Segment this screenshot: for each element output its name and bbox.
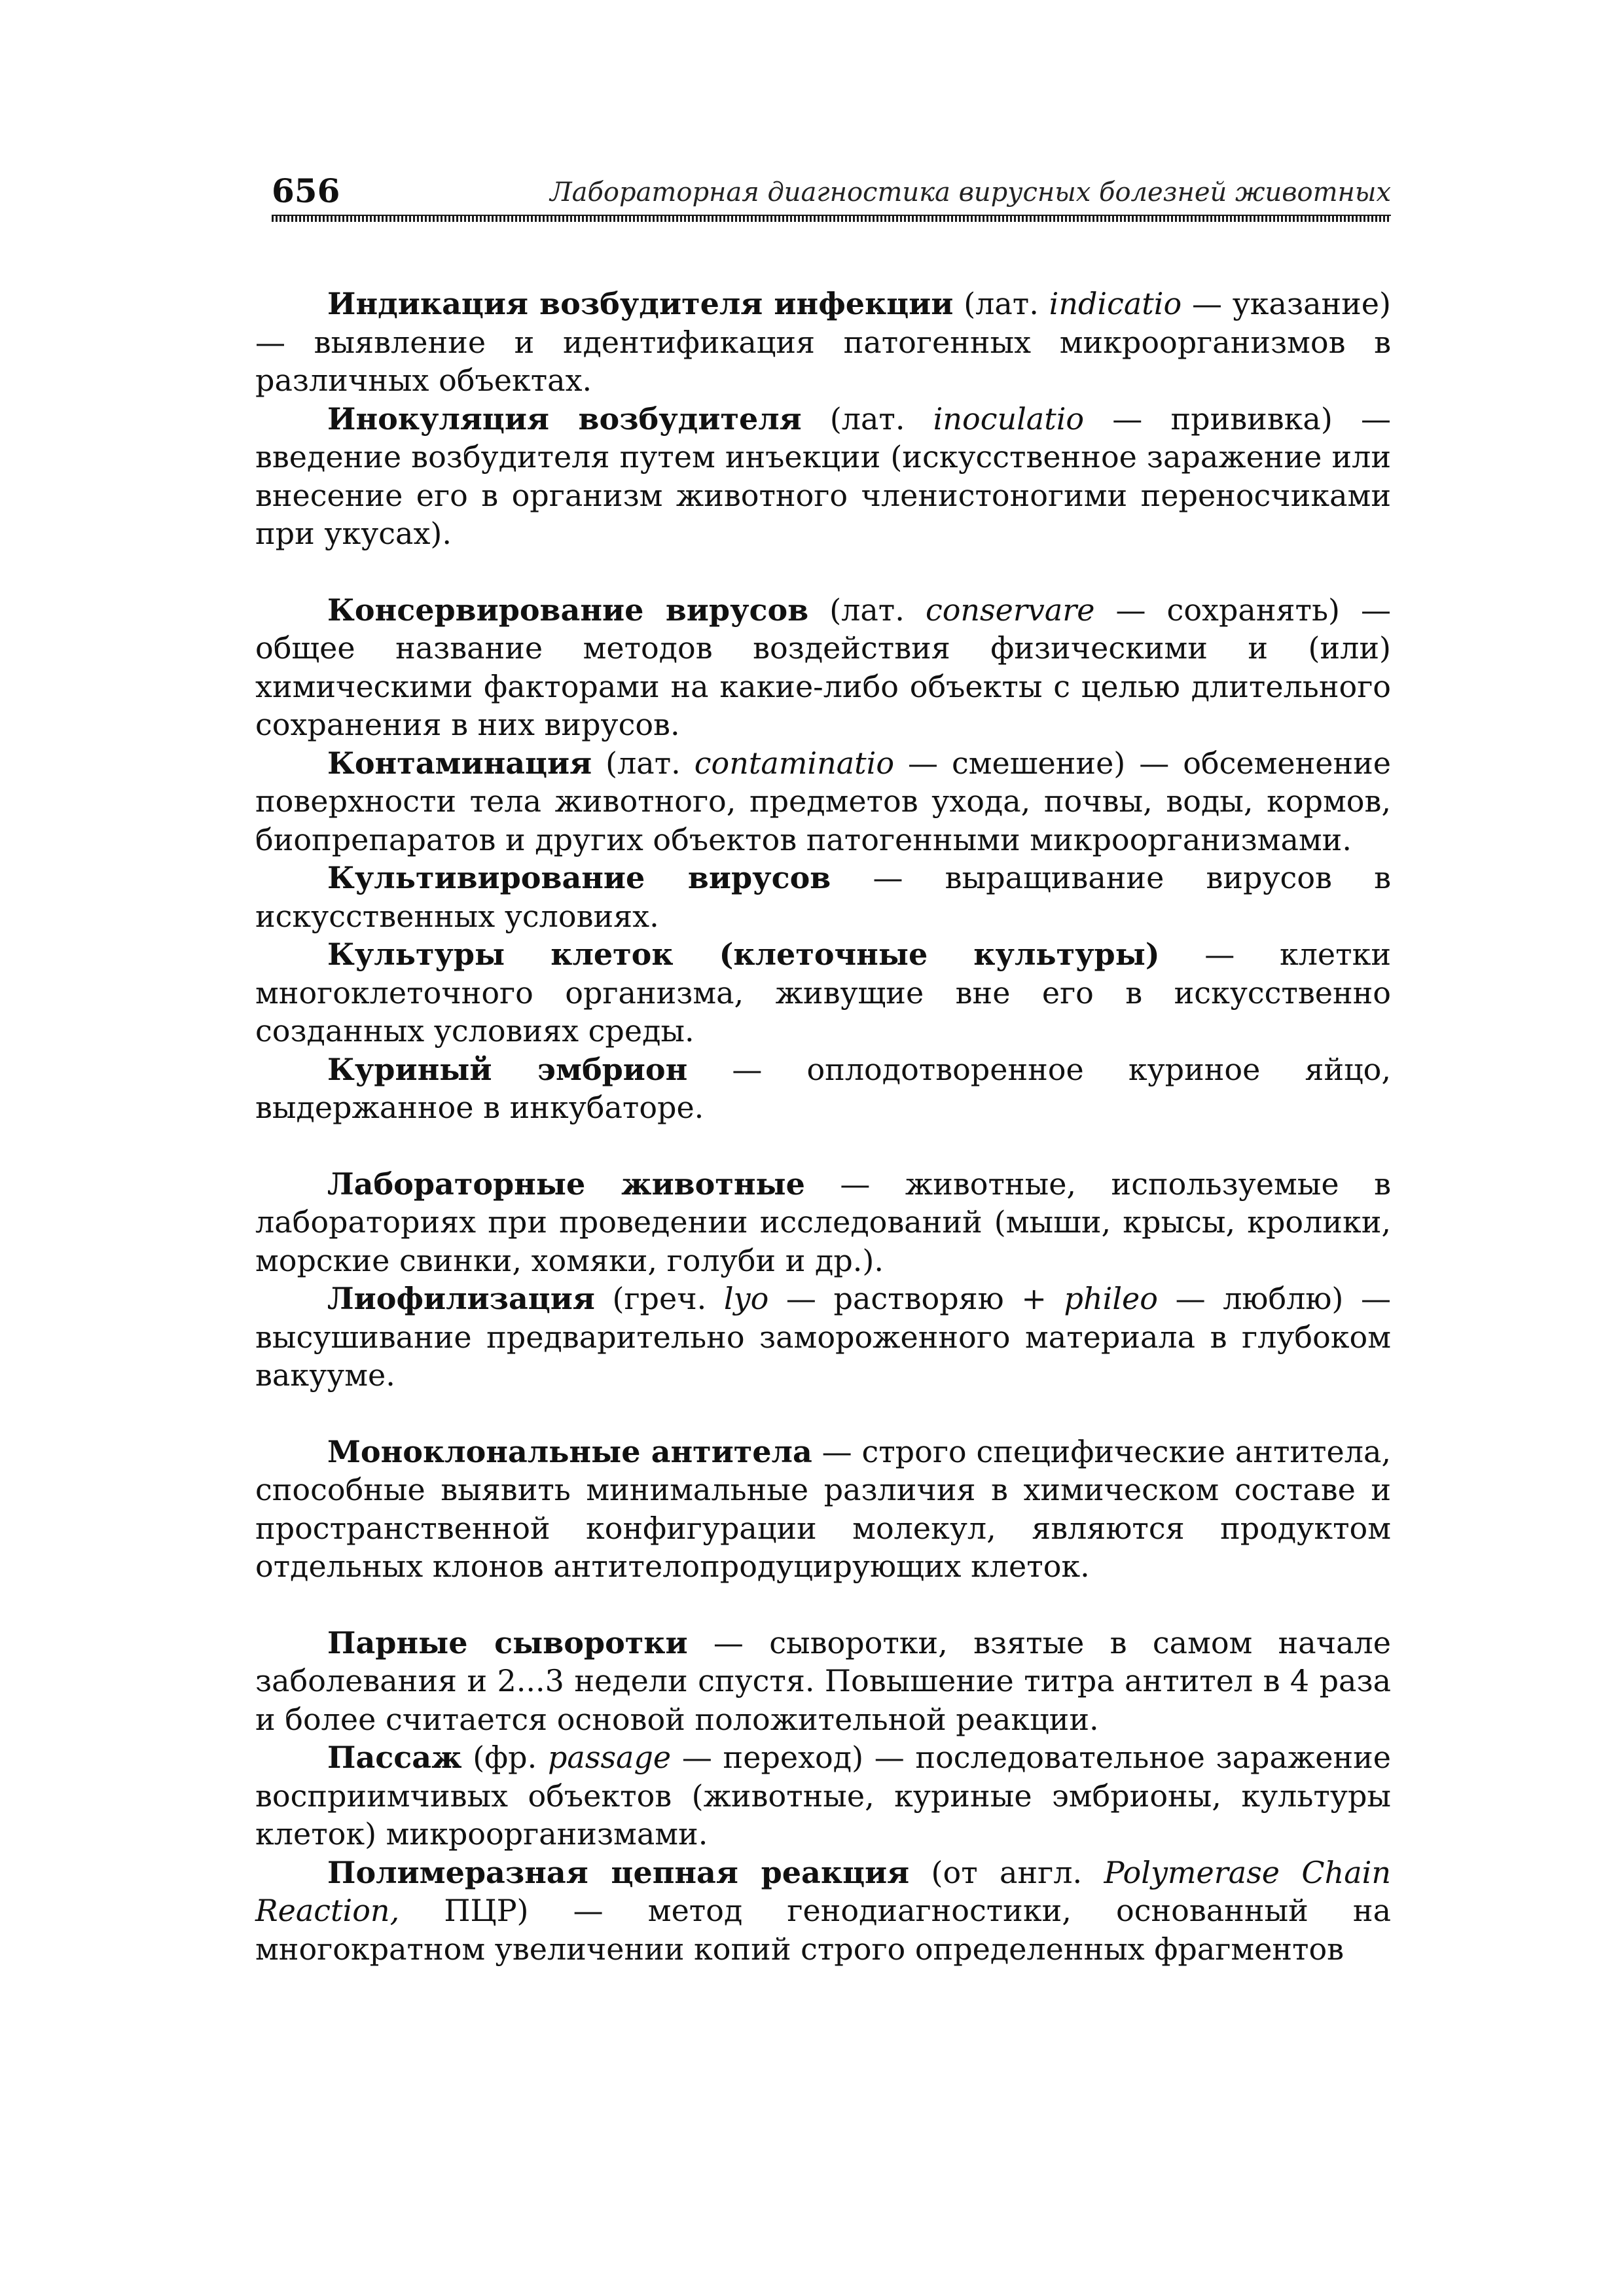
glossary-entry [255,1738,1391,1854]
entry-term: Куриный эмбрион [327,1051,688,1087]
running-title: Лабораторная диагностика вирусных болезней животных [550,177,1391,207]
entry-latin: Polymerase Chain Reaction, [255,1854,1391,1928]
entry-text: — сохранять) — общее название методов воздействия физическими и (или) химическими факторами на какие-либо объекты с целью длительного сохранения в них вирусов. [255,592,1391,742]
header-rule [272,215,1391,222]
entry-term: Культивирование вирусов [327,860,831,895]
entry-latin: phileo [1064,1281,1158,1316]
entry-text: — прививка) — введение возбудителя путем инъекции (искусственное заражение или внесение его в организм животного членистоногими переносчиками при укусах). [255,401,1391,551]
entry-text: (лат. [801,401,933,437]
entry-term: Полимеразная цепная реакция [327,1854,910,1890]
entry-text: — клетки многоклеточного организма, живущие вне его в искусственно созданных условиях среды. [255,937,1392,1049]
page-header [272,171,1391,217]
glossary-entry [255,1624,1391,1739]
entry-term: Лабораторные животные [327,1166,805,1202]
glossary-entry [255,859,1391,935]
entry-term: Культуры клеток (клеточные культуры) [327,937,1160,972]
glossary-entry [255,591,1391,744]
entry-term: Инокуляция возбудителя [327,401,802,437]
entry-term: Пассаж [327,1740,462,1775]
entry-text: — сыворотки, взятые в самом начале заболевания и 2...3 недели спустя. Повышение титра антител в 4 раза и более считается основой положительной реакции. [255,1624,1391,1737]
glossary-entry [255,285,1391,400]
entry-latin: conservare [925,592,1095,628]
entry-text: — переход) — последовательное заражение восприимчивых объектов (животные, куриные эмбрионы, культуры клеток) микроорганизмами. [255,1740,1392,1852]
entry-text: — оплодотворенное куриное яйцо, выдержанное в инкубаторе. [255,1051,1391,1125]
entry-text: (фр. [461,1740,548,1775]
entry-text: (лат. [808,592,926,628]
entry-latin: indicatio [1049,286,1182,321]
entry-latin: inoculatio [933,401,1085,437]
entry-latin: lyo [723,1281,769,1316]
glossary-entry [255,1050,1391,1127]
entry-term: Моноклональные антитела [327,1433,812,1469]
glossary-entry [255,400,1391,553]
glossary-entry [255,1433,1391,1586]
glossary-entry [255,744,1391,859]
entry-term: Индикация возбудителя инфекции [327,286,954,321]
entry-term: Контаминация [327,745,592,781]
entry-latin: contaminatio [694,745,895,781]
entry-text: — выращивание вирусов в искусственных условиях. [255,860,1392,934]
entry-text: — указание) — выявление и идентификация патогенных микроорганизмов в различных объектах. [255,286,1391,398]
entry-term: Консервирование вирусов [327,592,809,628]
entry-text: — животные, используемые в лабораториях при проведении исследований (мыши, крысы, кролики, морские свинки, хомяки, голуби и др.). [255,1166,1391,1278]
glossary-entry [255,1854,1391,1969]
entry-text: (греч. [594,1281,724,1316]
entry-term: Лиофилизация [327,1281,595,1316]
glossary-entry [255,935,1391,1050]
entry-text: (лат. [592,745,695,781]
entry-text: — растворяю + [768,1281,1064,1316]
entry-text: — смешение) — обсеменение поверхности тела животного, предметов ухода, почвы, воды, кормов, биопрепаратов и других объектов патогенными микроорганизмами. [255,745,1391,857]
glossary-entry [255,1280,1391,1395]
entry-text: — строго специфические антитела, способные выявить минимальные различия в химическом составе и пространственной конфигурации молекул, являются продуктом отдельных клонов антителопродуцирующих клеток. [255,1433,1391,1584]
entry-term: Парные сыворотки [327,1624,688,1660]
entry-text: (от англ. [909,1854,1104,1890]
entry-text: — люблю) — высушивание предварительно замороженного материала в глубоком вакууме. [255,1281,1392,1393]
glossary-entry [255,1165,1391,1280]
page-number: 656 [272,171,340,210]
glossary-text [255,285,1391,1968]
entry-latin: passage [547,1740,672,1775]
entry-text: ПЦР) — метод генодиагностики, основанный на многократном увеличении копий строго определенных фрагментов [255,1893,1391,1967]
entry-text: (лат. [953,286,1049,321]
